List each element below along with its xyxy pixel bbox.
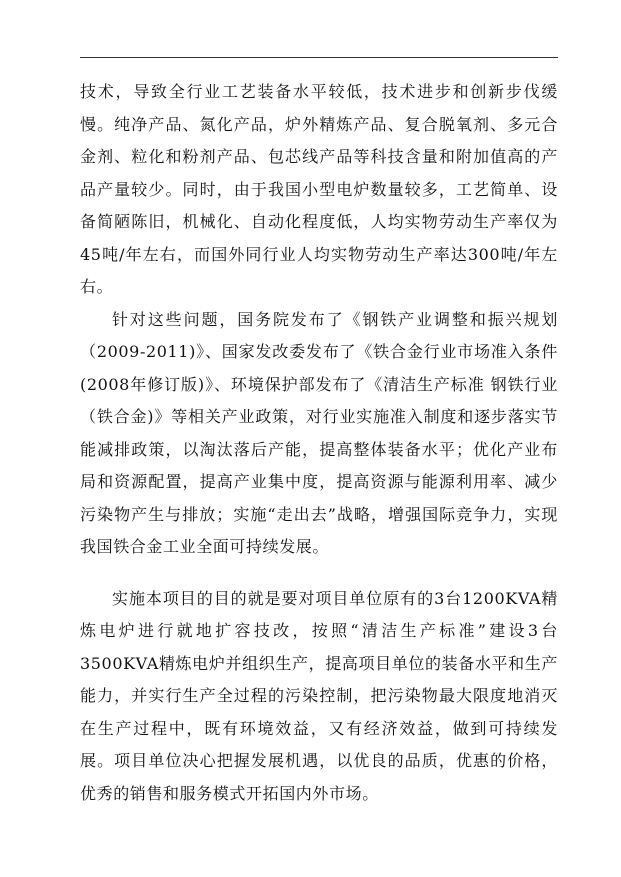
paragraph-2: 针对这些问题，国务院发布了《钢铁产业调整和振兴规划（2009-2011)》、国家发改委发布了《铁合金行业市场准入条件(2008年修订版)》、环境保护部发布了《清洁生产标准 钢铁行业（铁合金)》等相关产业政策，对行业实施准入制度和逐步落实节能减排政策，以淘汰落后产能，提高整体装备水平；优化产业布局和资源配置，提高产业集中度，提高资源与能源利用率、减少污染物产生与排放；实施“走出去”战略，增强国际竞争力，实现我国铁合金工业全面可持续发展。	[80, 309, 558, 556]
header-rule	[80, 57, 558, 58]
document-body	[80, 76, 558, 810]
paragraph-3: 实施本项目的目的就是要对项目单位原有的3台1200KVA精炼电炉进行就地扩容技改，按照“清洁生产标准”建设3台3500KVA精炼电炉并组织生产，提高项目单位的装备水平和生产能力，并实行生产全过程的污染控制，把污染物最大限度地消灭在生产过程中，既有环境效益，又有经济效益，做到可持续发展。项目单位决心把握发展机遇，以优良的品质，优惠的价格，优秀的销售和服务模式开拓国内外市场。	[80, 588, 558, 803]
paragraph-1: 技术，导致全行业工艺装备水平较低，技术进步和创新步伐缓慢。纯净产品、氮化产品，炉外精炼产品、复合脱氧剂、多元合金剂、粒化和粉剂产品、包芯线产品等科技含量和附加值高的产品产量较少。同时，由于我国小型电炉数量较多，工艺简单、设备简陋陈旧，机械化、自动化程度低，人均实物劳动生产率仅为45吨/年左右，而国外同行业人均实物劳动生产率达300吨/年左右。	[80, 82, 558, 296]
